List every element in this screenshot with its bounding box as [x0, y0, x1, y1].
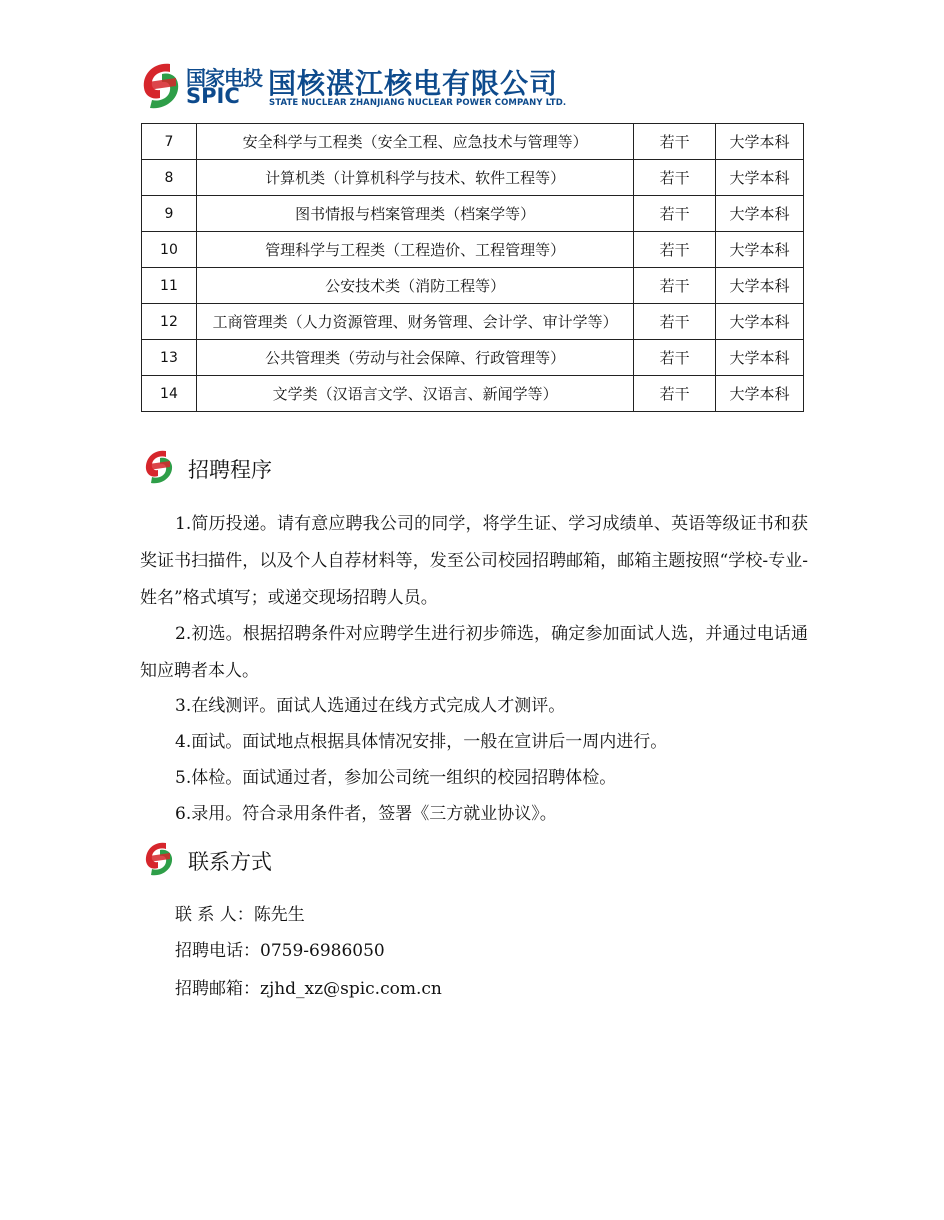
count-cell: 若干 — [634, 232, 716, 268]
company-name-cn: 国核湛江核电有限公司 — [268, 67, 559, 100]
contact-phone-value: 0759-6986050 — [260, 941, 385, 961]
procedure-step: 1.简历投递。请有意应聘我公司的同学，将学生证、学习成绩单、英语等级证书和获奖证书扫描件，以及个人自荐材料等，发至公司校园招聘邮箱，邮箱主题按照“学校-专业-姓名”格式填写；或递交现场招聘人员。 — [140, 514, 808, 608]
section-title: 招聘程序 — [188, 458, 272, 482]
procedure-step: 3.在线测评。面试人选通过在线方式完成人才测评。 — [175, 696, 566, 716]
contact-person-label: 联 系 人： — [175, 905, 254, 925]
spic-logo-icon — [140, 60, 182, 112]
table-row — [142, 196, 804, 232]
brand-name-en: SPIC — [186, 84, 240, 108]
major-cell: 图书情报与档案管理类（档案学等） — [196, 196, 633, 232]
section-logo-icon — [143, 840, 175, 878]
row-number: 11 — [142, 268, 197, 304]
degree-cell: 大学本科 — [716, 196, 804, 232]
degree-cell: 大学本科 — [716, 232, 804, 268]
count-cell: 若干 — [634, 304, 716, 340]
degree-cell: 大学本科 — [716, 160, 804, 196]
major-cell: 公共管理类（劳动与社会保障、行政管理等） — [196, 340, 633, 376]
table-row — [142, 160, 804, 196]
contact-email — [175, 977, 442, 1001]
row-number: 12 — [142, 304, 197, 340]
procedure-step: 5.体检。面试通过者，参加公司统一组织的校园招聘体检。 — [175, 768, 617, 788]
count-cell: 若干 — [634, 124, 716, 160]
brand-name-cn: 国家电投 — [186, 66, 262, 90]
table-row — [142, 124, 804, 160]
count-cell: 若干 — [634, 160, 716, 196]
contact-person-value: 陈先生 — [253, 905, 305, 925]
row-number: 13 — [142, 340, 197, 376]
majors-table — [141, 123, 804, 412]
table-row — [142, 340, 804, 376]
major-cell: 安全科学与工程类（安全工程、应急技术与管理等） — [196, 124, 633, 160]
row-number: 7 — [142, 124, 197, 160]
contact-person — [175, 903, 305, 927]
procedure-step: 4.面试。面试地点根据具体情况安排，一般在宣讲后一周内进行。 — [175, 732, 668, 752]
degree-cell: 大学本科 — [716, 340, 804, 376]
major-cell: 文学类（汉语言文学、汉语言、新闻学等） — [196, 376, 633, 412]
section-title: 联系方式 — [188, 850, 272, 874]
count-cell: 若干 — [634, 196, 716, 232]
major-cell: 公安技术类（消防工程等） — [196, 268, 633, 304]
degree-cell: 大学本科 — [716, 304, 804, 340]
row-number: 9 — [142, 196, 197, 232]
table-row — [142, 376, 804, 412]
company-name-en: STATE NUCLEAR ZHANJIANG NUCLEAR POWER COMPANY LTD. — [269, 98, 567, 108]
table-row — [142, 232, 804, 268]
contact-phone — [175, 939, 385, 963]
row-number: 14 — [142, 376, 197, 412]
major-cell: 管理科学与工程类（工程造价、工程管理等） — [196, 232, 633, 268]
major-cell: 计算机类（计算机科学与技术、软件工程等） — [196, 160, 633, 196]
company-header — [140, 56, 567, 114]
count-cell: 若干 — [634, 376, 716, 412]
row-number: 8 — [142, 160, 197, 196]
procedure-step: 6.录用。符合录用条件者，签署《三方就业协议》。 — [175, 804, 557, 824]
degree-cell: 大学本科 — [716, 376, 804, 412]
table-row — [142, 268, 804, 304]
contact-phone-label: 招聘电话： — [175, 941, 260, 961]
contact-email-value[interactable]: zjhd_xz@spic.com.cn — [260, 979, 442, 999]
row-number: 10 — [142, 232, 197, 268]
contact-email-label: 招聘邮箱： — [175, 979, 260, 999]
section-logo-icon — [143, 448, 175, 486]
count-cell: 若干 — [634, 268, 716, 304]
major-cell: 工商管理类（人力资源管理、财务管理、会计学、审计学等） — [196, 304, 633, 340]
degree-cell: 大学本科 — [716, 124, 804, 160]
count-cell: 若干 — [634, 340, 716, 376]
table-row — [142, 304, 804, 340]
procedure-step: 2.初选。根据招聘条件对应聘学生进行初步筛选，确定参加面试人选，并通过电话通知应聘者本人。 — [140, 624, 808, 681]
degree-cell: 大学本科 — [716, 268, 804, 304]
